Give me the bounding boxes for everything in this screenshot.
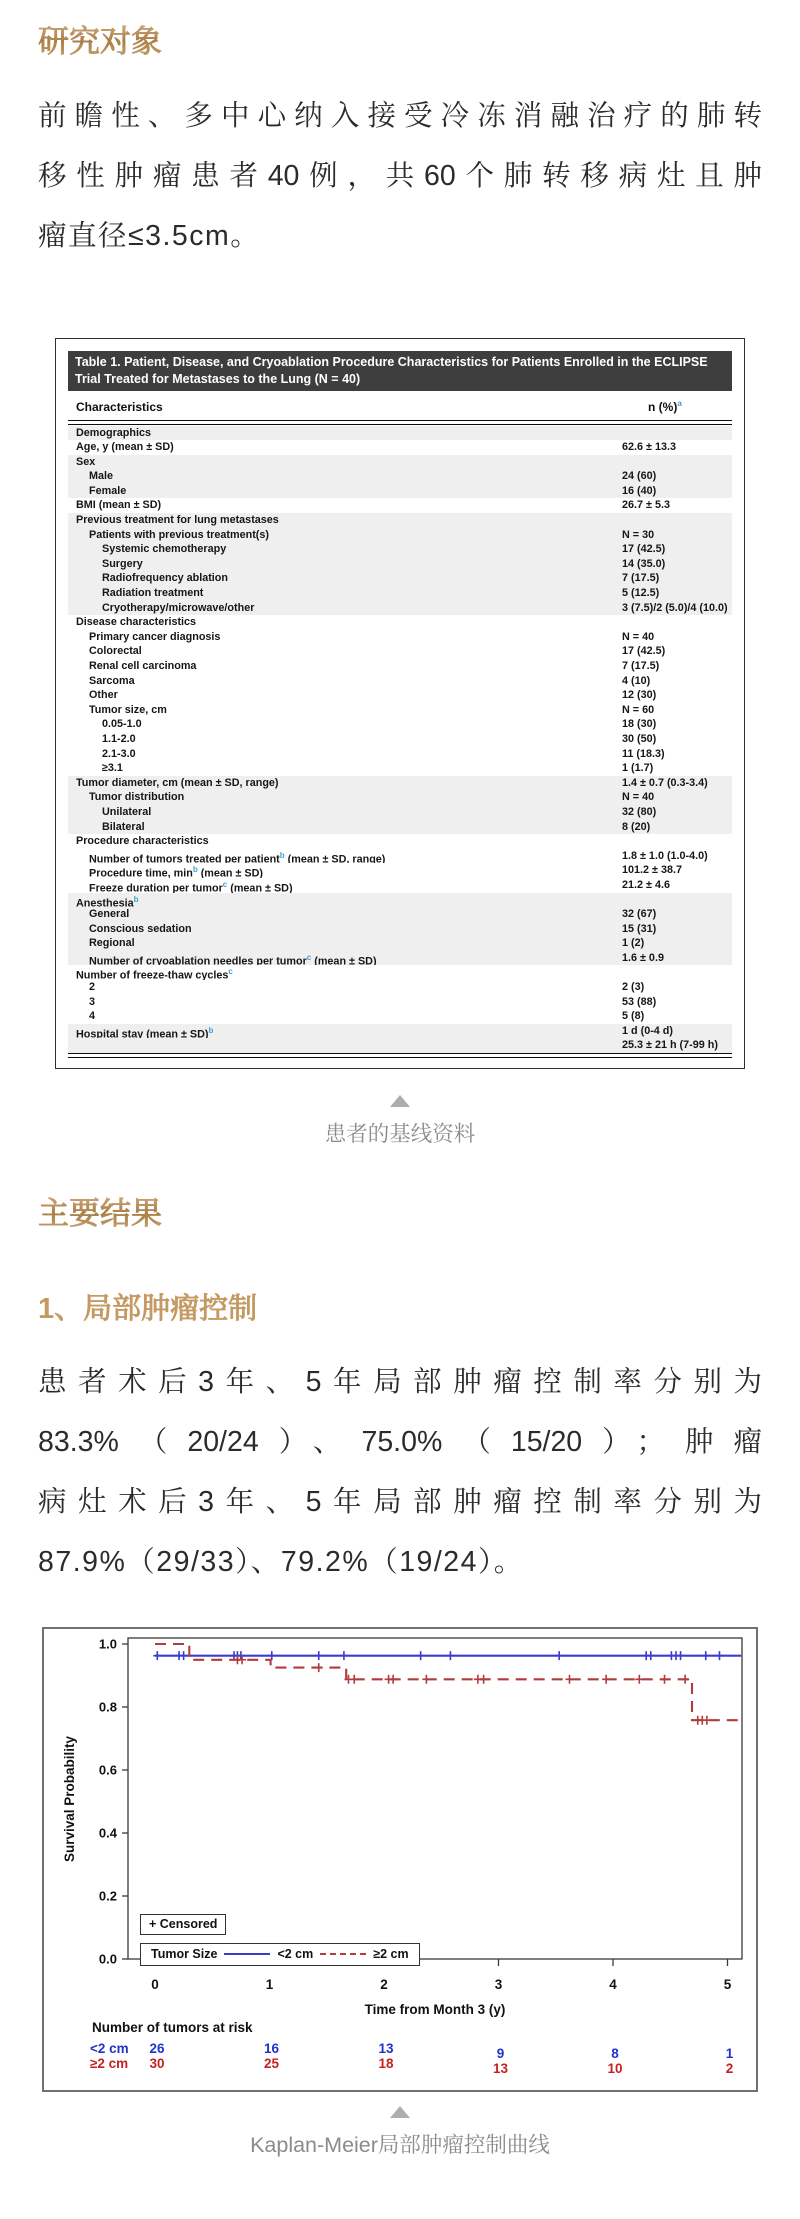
table-row: Other 12 (30): [89, 689, 657, 702]
table-row: Tumor diameter, cm (mean ± SD, range) 1.4 ± 0.7 (0.3-3.4): [68, 776, 732, 791]
risk-count: 13: [378, 2040, 394, 2056]
table-row: Sex: [68, 455, 732, 470]
risk-count: 8: [611, 2045, 619, 2061]
svg-text:2: 2: [380, 1976, 388, 1992]
table-row: Unilateral 32 (80): [68, 805, 732, 820]
legend-tumor-size: [140, 1943, 420, 1966]
table-row: Previous treatment for lung metastases: [68, 513, 732, 528]
risk-count: 9: [496, 2045, 505, 2061]
svg-text:3: 3: [494, 1976, 503, 1992]
section-title-study-subjects: 研究对象: [38, 24, 162, 60]
svg-text:0: 0: [151, 1976, 159, 1992]
paragraph-study-subjects: [38, 86, 762, 266]
paragraph-line: 患者术后3年、5年局部肿瘤控制率分别为: [38, 1365, 762, 1398]
table-row: Female 16 (40): [68, 484, 732, 499]
table-row: 2.1-3.0 11 (18.3): [102, 747, 665, 760]
table-row: 25.3 ± 21 h (7-99 h): [68, 1038, 732, 1053]
table-row: Disease characteristics: [76, 616, 197, 629]
svg-text:0.0: 0.0: [98, 1951, 117, 1967]
table-row: Regional 1 (2): [68, 936, 732, 951]
svg-text:5: 5: [723, 1976, 732, 1992]
table1-baseline-characteristics: [55, 338, 745, 1069]
table-row: Procedure time, min$^b$ (mean ± SD) 101.2 ± 38.7: [89, 864, 682, 878]
svg-text:Time from Month 3 (y): Time from Month 3 (y): [364, 2001, 506, 2017]
legend-entry-ge2cm: ≥2 cm: [373, 1947, 409, 1962]
risk-count: 18: [378, 2056, 394, 2072]
table-row: 3 53 (88): [89, 995, 657, 1008]
svg-text:0.4: 0.4: [98, 1825, 117, 1841]
table-row: Radiofrequency ablation 7 (17.5): [68, 571, 732, 586]
table-row: Radiation treatment 5 (12.5): [68, 586, 732, 601]
table1-title: Table 1. Patient, Disease, and Cryoablation Procedure Characteristics for Patients Enrolled in the ECLIPSE Trial Treated for Metastases to the Lung (N = 40): [68, 351, 732, 391]
paragraph-line: 移性肿瘤患者40例，共60个肺转移病灶且肿: [38, 160, 762, 192]
legend-title: Tumor Size: [151, 1947, 218, 1962]
col-header-characteristics: Characteristics: [76, 399, 163, 414]
table1-rows: [68, 426, 732, 1054]
risk-count: 10: [607, 2061, 623, 2077]
svg-text:1.0: 1.0: [98, 1636, 117, 1652]
svg-text:1: 1: [265, 1976, 274, 1992]
table-row: Colorectal 17 (42.5): [89, 645, 666, 658]
svg-text:0.8: 0.8: [98, 1699, 117, 1715]
legend-line-solid: [224, 1953, 270, 1955]
legend-line-dashed: [320, 1953, 366, 1955]
table-caption: 患者的基线资料: [324, 1121, 476, 1146]
table-row: Renal cell carcinoma 7 (17.5): [89, 660, 660, 672]
triangle-up-icon: [390, 1095, 410, 1107]
legend-censored: [140, 1914, 226, 1935]
paragraph-line: 病灶术后3年、5年局部肿瘤控制率分别为: [38, 1485, 762, 1518]
table-row: Surgery 14 (35.0): [68, 557, 732, 572]
table-row: BMI (mean ± SD) 26.7 ± 5.3: [76, 499, 670, 512]
legend-entry-lt2cm: <2 cm: [277, 1947, 314, 1962]
article-body: [0, 24, 800, 2161]
paragraph-line: 前瞻性、多中心纳入接受冷冻消融治疗的肺转: [38, 100, 762, 132]
table-row: 1.1-2.0 30 (50): [102, 732, 657, 745]
subsection-title-local-tumor-control: 1、局部肿瘤控制: [38, 1292, 258, 1325]
table-row: Cryotherapy/microwave/other 3 (7.5)/2 (5.0)/4 (10.0): [68, 601, 732, 616]
col-header-value: n (%)$^a$: [648, 399, 682, 414]
svg-text:0.2: 0.2: [98, 1888, 117, 1904]
table-rule: [68, 420, 732, 425]
table1-column-headers: [68, 391, 732, 420]
risk-count: 13: [492, 2061, 509, 2077]
paragraph-local-tumor-control: [38, 1352, 762, 1592]
kaplan-meier-figure: [42, 1627, 758, 2092]
figure-caption-block: [38, 2106, 762, 2161]
table-row: ≥3.1 1 (1.7): [102, 762, 654, 775]
table-row: 2 2 (3): [89, 981, 645, 994]
table-row: Age, y (mean ± SD) 62.6 ± 13.3: [76, 441, 676, 454]
table-row: Primary cancer diagnosis N = 40: [89, 630, 655, 643]
table-row: Number of tumors treated per patient$^b$ (mean ± SD, range) 1.8 ± 1.0 (1.0-4.0): [89, 849, 708, 864]
table-row: Patients with previous treatment(s) N = 30: [68, 528, 732, 543]
risk-count: 30: [149, 2056, 165, 2072]
table-row: Hospital stay (mean ± SD)$^b$ 1 d (0-4 d): [68, 1024, 732, 1039]
table-row: 0.05-1.0 18 (30): [102, 718, 657, 731]
table-row: Sarcoma 4 (10): [89, 674, 651, 687]
table-row: 4 5 (8): [89, 1010, 645, 1023]
risk-row-label: ≥2 cm: [90, 2056, 129, 2072]
table-row: Number of cryoablation needles per tumor$^c$ (mean ± SD) 1.6 ± 0.9: [68, 951, 732, 966]
legend-censored-label: + Censored: [149, 1917, 218, 1932]
table-row: Tumor size, cm N = 60: [89, 703, 655, 716]
table-row: General 32 (67): [68, 907, 732, 922]
table-row: Freeze duration per tumor$^c$ (mean ± SD) 21.2 ± 4.6: [89, 878, 670, 893]
table-row: Systemic chemotherapy 17 (42.5): [68, 542, 732, 557]
triangle-up-icon: [390, 2106, 410, 2118]
risk-count: 26: [149, 2040, 165, 2056]
table-row: Tumor distribution N = 40: [68, 790, 732, 805]
risk-count: 25: [263, 2056, 280, 2072]
section-title-main-results: 主要结果: [38, 1195, 162, 1232]
svg-text:Survival Probability: Survival Probability: [62, 1735, 77, 1862]
paragraph-line: 83.3%（20/24）、75.0%（15/20）；肿瘤: [38, 1425, 762, 1458]
table-row: Anesthesia$^b$: [68, 893, 732, 908]
table-rule: [68, 1053, 732, 1058]
table-row: Number of freeze-thaw cycles$^c$: [76, 967, 233, 981]
risk-table-title: Number of tumors at risk: [92, 2019, 253, 2035]
footnote-marker: a: [677, 399, 682, 408]
risk-count: 1: [725, 2045, 734, 2061]
svg-text:4: 4: [609, 1976, 617, 1992]
risk-row-label: <2 cm: [90, 2040, 129, 2056]
figure-caption-block: [38, 1095, 762, 1150]
table-row: Male 24 (60): [68, 469, 732, 484]
risk-count: 16: [263, 2040, 280, 2056]
table-row: Procedure characteristics: [76, 835, 209, 848]
table-row: Demographics: [68, 426, 732, 441]
table-row: Conscious sedation 15 (31): [68, 922, 732, 937]
paragraph-line: 瘤直径≤3.5cm。: [38, 220, 261, 252]
risk-count: 2: [725, 2061, 734, 2077]
table-row: Bilateral 8 (20): [68, 820, 732, 835]
svg-text:0.6: 0.6: [98, 1762, 117, 1778]
chart-caption: Kaplan-Meier局部肿瘤控制曲线: [250, 2132, 550, 2157]
paragraph-line: 87.9%（29/33）、79.2%（19/24）。: [38, 1545, 524, 1578]
